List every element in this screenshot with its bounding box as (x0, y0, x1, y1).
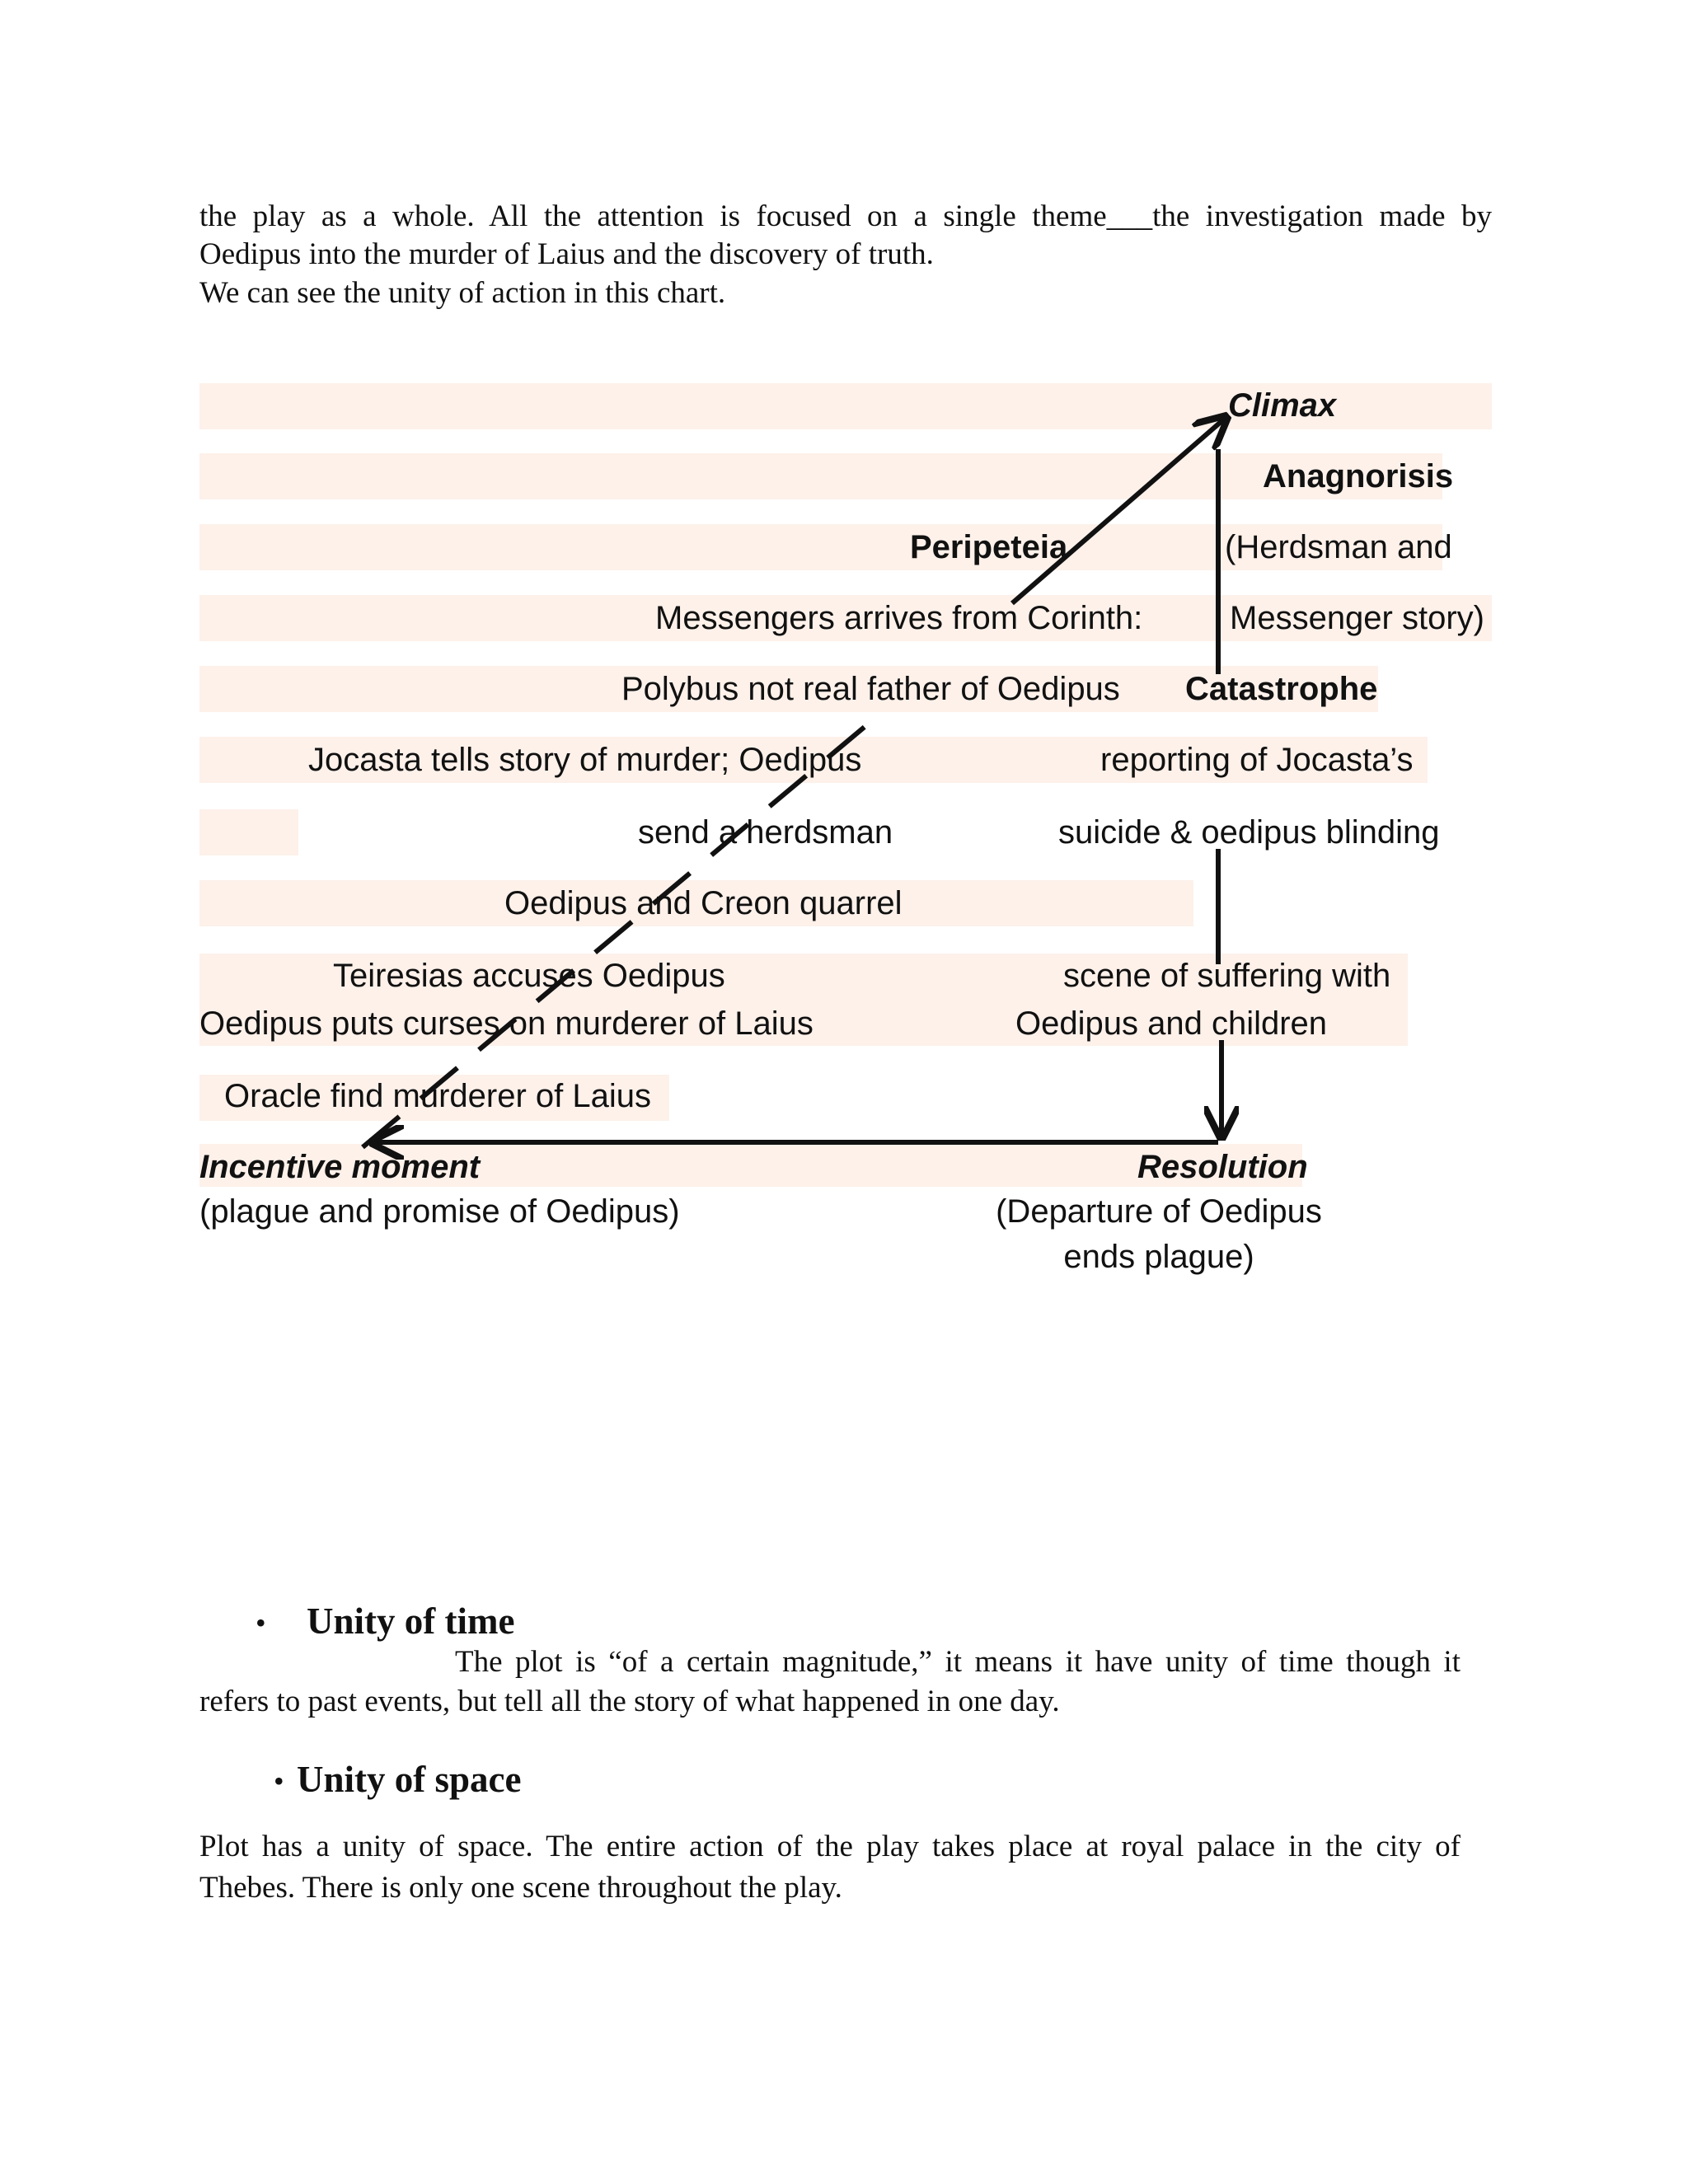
unity-of-time-line-2: refers to past events, but tell all the story of what happened in one day. (199, 1685, 1060, 1718)
intro-line-2: Oedipus into the murder of Laius and the discovery of truth. (199, 237, 934, 271)
peripeteia-to-climax-arrow (1012, 417, 1226, 603)
creon-label: Oedipus and Creon quarrel (504, 885, 903, 921)
unity-of-time-line-1: The plot is “of a certain magnitude,” it means it have unity of time though it (455, 1645, 1461, 1679)
resolution-note-1: (Departure of Oedipus (996, 1193, 1322, 1230)
catastrophe-label: Catastrophe (1185, 671, 1378, 707)
children-label: Oedipus and children (1015, 1005, 1328, 1042)
anagnorisis-label: Anagnorisis (1263, 458, 1454, 494)
resolution-note-2: ends plague) (1063, 1239, 1254, 1275)
polybus-label: Polybus not real father of Oedipus (621, 671, 1120, 707)
send-herdsman-label: send a herdsman (638, 814, 893, 851)
suicide-label: suicide & oedipus blinding (1058, 814, 1440, 851)
messengers-label: Messengers arrives from Corinth: (655, 600, 1143, 636)
oracle-label: Oracle find murderer of Laius (224, 1078, 652, 1114)
teiresias-label: Teiresias accuses Oedipus (333, 958, 725, 994)
unity-of-time-heading: Unity of time (307, 1601, 515, 1642)
jocasta-label: Jocasta tells story of murder; Oedipus (308, 742, 862, 778)
suffering-label: scene of suffering with (1063, 958, 1391, 994)
incentive-moment-label: Incentive moment (199, 1149, 481, 1185)
unity-of-space-heading: Unity of space (297, 1759, 522, 1800)
climax-label: Climax (1228, 387, 1337, 424)
messenger-story-label: Messenger story) (1230, 600, 1484, 636)
intro-line-1: the play as a whole. All the attention is focused on a single theme___the investigation made by (199, 199, 1492, 233)
reporting-label: reporting of Jocasta’s (1100, 742, 1414, 778)
bullet-icon: • (256, 1606, 266, 1639)
unity-of-space-line-1: Plot has a unity of space. The entire action of the play takes place at royal palace in the city of (199, 1830, 1461, 1863)
curses-label: Oedipus puts curses on murderer of Laius (199, 1005, 814, 1042)
herdsman-label: (Herdsman and (1225, 529, 1452, 565)
peripeteia-label: Peripeteia (910, 529, 1068, 565)
bullet-icon: • (274, 1765, 284, 1797)
incentive-note: (plague and promise of Oedipus) (199, 1193, 680, 1230)
resolution-label: Resolution (1137, 1149, 1308, 1185)
unity-of-space-line-2: Thebes. There is only one scene throughout the play. (199, 1871, 842, 1905)
intro-line-3: We can see the unity of action in this chart. (199, 276, 726, 310)
